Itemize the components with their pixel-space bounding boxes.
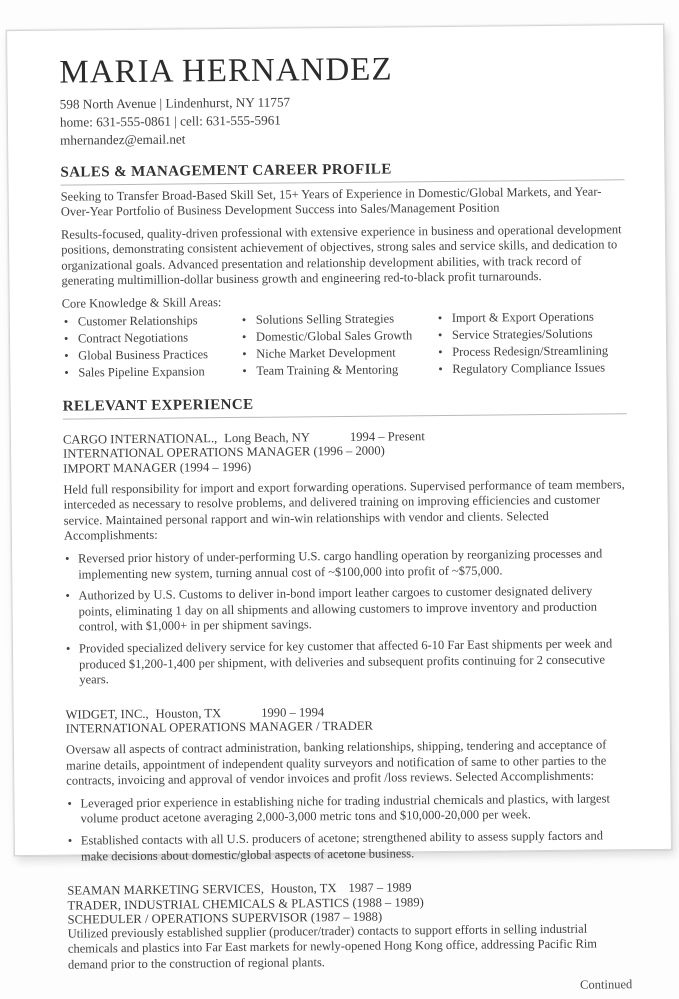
bullet-icon: • (65, 551, 70, 566)
job-location: Houston, TX (270, 881, 337, 897)
skill-item-label: Niche Market Development (256, 345, 396, 362)
career-profile-heading: SALES & MANAGEMENT CAREER PROFILE (60, 159, 624, 186)
skill-item-label: Domestic/Global Sales Growth (255, 328, 413, 344)
bullet-icon: • (437, 310, 443, 326)
job-title: TRADER, INDUSTRIAL CHEMICALS & PLASTICS (1988 – 1989) (67, 894, 424, 913)
skills-label: Core Knowledge & Skill Areas: (61, 295, 222, 311)
company-name: SEAMAN MARKETING SERVICES, (67, 882, 265, 898)
job-location: Houston, TX (155, 706, 222, 721)
bullet-icon: • (63, 314, 69, 329)
skill-item-label: Service Strategies/Solutions (451, 326, 593, 343)
bullet-icon: • (63, 331, 69, 346)
bullet-icon: • (64, 348, 69, 363)
bullet-icon: • (437, 328, 443, 343)
job-entry-seaman-marketing (67, 879, 632, 974)
accomplishment-bullet (64, 583, 628, 635)
resume-header (59, 49, 624, 149)
skills-column-3 (436, 308, 622, 378)
skill-item (62, 313, 240, 330)
job-summary: Held full responsibility for import and export forwarding operations. Supervised performance of team members, interceded as necessary to resolve problems, and delivered training on improving efficiencies and customer service. Maintained personal rapport and win-win relationships with vendor and clients. Selected Accomplishments: (63, 477, 625, 544)
job-title: IMPORT MANAGER (1994 – 1996) (63, 459, 252, 476)
skills-column-2 (240, 310, 437, 380)
skill-item (240, 328, 436, 346)
company-name: CARGO INTERNATIONAL., (62, 431, 218, 447)
career-objective-text: Seeking to Transfer Broad-Based Skill Set, 15+ Years of Experience in Domestic/Global Markets, and Year-Over-Year Portfolio of Business Development Success into Sales/Management Position (60, 184, 602, 220)
email-line: mhernandez@email.net (60, 131, 186, 148)
skill-item (62, 364, 240, 381)
accomplishment-text: Provided specialized delivery service for key customer that affected 6-10 Far East shipments per week and produced $1,200-1,400 per shipment, with deliveries and subsequent profits continuing for 2 consecutive years. (78, 636, 613, 687)
bullet-icon: • (67, 796, 72, 811)
accomplishment-text: Established contacts with all U.S. producers of acetone; strengthened ability to assess supply factors and make decisions about domestic/global aspects of acetone business. (80, 828, 603, 864)
skill-item-label: Contract Negotiations (77, 330, 189, 346)
job-location: Long Beach, NY (224, 430, 310, 446)
job-title: INTERNATIONAL OPERATIONS MANAGER (1996 – 2000) (63, 444, 385, 462)
section-career-profile (60, 159, 626, 382)
skill-item-label: Sales Pipeline Expansion (78, 364, 205, 380)
job-title: SCHEDULER / OPERATIONS SUPERVISOR (1987 – 1988) (67, 909, 383, 927)
job-summary: Oversaw all aspects of contract administration, banking relationships, shipping, tendering and acceptance of marine details, appointment of independent quality surveyors and notification of same to other parties to the contracts, invoicing and approval of vendor invoices and profit /loss reviews. Selected Accomplishments: (65, 737, 607, 788)
job-entry-cargo-international (63, 427, 629, 688)
skill-item (436, 344, 621, 361)
bullet-icon: • (241, 329, 247, 345)
job-dates: 1994 – Present (349, 429, 425, 445)
accomplishments-list (66, 791, 631, 865)
accomplishment-text: Authorized by U.S. Customs to deliver in-bond import leather cargoes to customer designated delivery points, eliminating 1 day on all shipments and allowing customers to improve inventory and production control, with $1,000+ in per shipment savings. (78, 583, 598, 634)
skill-item (436, 361, 621, 378)
bullet-icon: • (242, 347, 247, 362)
job-dates: 1990 – 1994 (261, 705, 325, 720)
bullet-icon: • (241, 312, 247, 327)
accomplishments-list (64, 546, 629, 688)
skill-item-label: Global Business Practices (78, 347, 209, 363)
resume-page (6, 24, 672, 993)
skill-item (62, 347, 240, 364)
skill-item-label: Import & Export Operations (451, 309, 594, 325)
address-line: 598 North Avenue | Lindenhurst, NY 11757 (59, 94, 291, 112)
job-dates: 1987 – 1989 (348, 880, 412, 896)
accomplishment-text: Reversed prior history of under-performing U.S. cargo handling operation by reorganizing processes and implementing new system, turning annual cost of ~$100,000 into profit of ~$75,000. (78, 546, 603, 582)
job-title: INTERNATIONAL OPERATIONS MANAGER / TRADER (65, 718, 373, 736)
profile-summary-text: Results-focused, quality-driven professional with extensive experience in business and operational development positions, demonstrating consistent achievement of objectives, strong sales and service skills, and dedication to organizational goals. Advanced presentation and relationship development abilities, with track record of generating multimillion-dollar business growth and engineering red-to-black profit turnarounds. (60, 222, 622, 289)
skill-item (240, 345, 436, 363)
skill-item-label: Process Redesign/Streamlining (452, 343, 609, 360)
bullet-icon: • (65, 588, 70, 603)
skill-item (240, 311, 436, 329)
bullet-icon: • (438, 345, 443, 360)
bullet-icon: • (438, 362, 443, 377)
bullet-icon: • (67, 833, 73, 848)
phone-line: home: 631-555-0861 | cell: 631-555-5961 (59, 112, 281, 130)
skill-item-label: Team Training & Mentoring (256, 362, 399, 379)
skill-item (62, 330, 240, 347)
skill-item (436, 309, 621, 326)
skills-column-1 (62, 311, 241, 381)
accomplishment-bullet (67, 828, 631, 865)
section-relevant-experience (63, 393, 632, 973)
bullet-icon: • (242, 364, 247, 379)
skill-item (240, 362, 436, 380)
accomplishment-text: Leveraged prior experience in establishing niche for trading industrial chemicals and plastics, with largest volume product acetone averaging 2,000-3,000 metric tons and $10,000-20,000 per week. (80, 791, 610, 826)
experience-heading: RELEVANT EXPERIENCE (63, 393, 627, 420)
accomplishment-bullet (64, 546, 628, 583)
skills-grid (62, 308, 627, 382)
accomplishment-bullet (65, 636, 629, 688)
job-entry-widget-inc (66, 702, 631, 865)
person-name: MARIA HERNANDEZ (59, 51, 393, 91)
company-name: WIDGET, INC., (65, 706, 149, 722)
skill-item-label: Regulatory Compliance Issues (452, 360, 606, 377)
continued-label: Continued (580, 977, 633, 993)
bullet-icon: • (64, 365, 69, 380)
skill-item-label: Customer Relationships (77, 313, 198, 329)
skill-item-label: Solutions Selling Strategies (255, 311, 395, 327)
skill-item (436, 326, 621, 343)
bullet-icon: • (65, 641, 71, 656)
job-summary: Utilized previously established supplier (producer/trader) contacts to support efforts in selling industrial chemicals and plastics into Far East markets for newly-opened Hong Kong office, addressing Pacific Rim demand prior to the construction of regional plants. (67, 921, 598, 972)
accomplishment-bullet (66, 791, 630, 828)
